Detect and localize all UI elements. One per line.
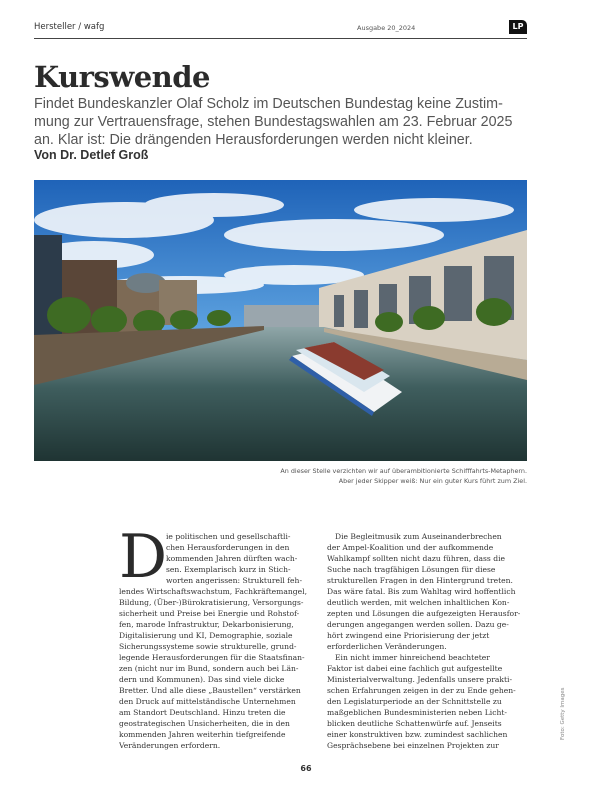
body-line: kommenden Jahren weiterhin tiefgreifende [119,730,286,739]
body-line: derungen angegangen werden sollen. Dazu ge- [327,620,509,629]
body-line: maßgeblichen Bundesministerien neben Licht- [327,708,507,717]
body-line: deutlich werden, mit welchen inhaltlichen Kon- [327,598,510,607]
body-line: der Ampel-Koalition und der aufkommende [327,543,494,552]
body-column-1 [119,531,332,751]
article-title: Kurswende [34,60,210,94]
body-line: zen (nicht nur im Bund, sondern auch bei Län- [119,664,299,673]
page-number: 66 [300,764,312,773]
magazine-logo: LP [509,20,527,34]
body-line: Suche nach tragfähigen Lösungen für diese [327,565,496,574]
body-line: Gesprächsebene bei einzelnen Projekten zur [327,741,499,750]
page-header [34,20,527,39]
article-byline: Von Dr. Detlef Groß [34,148,149,162]
body-line: blicken deutliche Schattenwürfe auf. Jenseits [327,719,502,728]
body-line: Die Begleitmusik zum Auseinanderbrechen [335,532,502,541]
body-line: sen. Exemplarisch kurz in Stich- [166,565,291,574]
body-line: sicherheit und Preise bei Energie und Rohstof- [119,609,300,618]
body-line: erforderlichen Veränderungen. [327,642,447,651]
photo-credit: Foto: Getty Images [560,687,566,740]
body-line: dern und Kommunen). Das sind viele dicke [119,675,285,684]
body-line: Das wäre fatal. Bis zum Wahltag wird hoffentlich [327,587,516,596]
body-line: worten angerissen: Strukturell feh- [166,576,303,585]
body-line: Faktor ist dabei eine fachlich gut aufgestellte [327,664,503,673]
article-photo [34,180,527,461]
body-line: zepten und Lösungen die aufgezeigten Herausfor- [327,609,521,618]
body-line: Bretter. Und alle diese „Baustellen“ verstärken [119,686,301,695]
lead-line: mung zur Vertrauensfrage, stehen Bundestagswahlen am 23. Februar 2025 [34,114,513,130]
issue-label: Ausgabe 20_2024 [357,24,416,32]
body-line: Ministerialverwaltung. Jedenfalls unsere prakti- [327,675,513,684]
body-line: am Standort Deutschland. Hinzu treten die [119,708,286,717]
body-line: legende Herausforderungen für die Staatsfinan- [119,653,305,662]
body-line: Ein nicht immer hinreichend beachteter [335,653,490,662]
body-line: chen Herausforderungen in den [166,543,290,552]
body-line: lendes Wirtschaftswachstum, Fachkräftemangel, [119,587,307,596]
caption-line: Aber jeder Skipper weiß: Nur ein guter Kurs führt zum Ziel. [338,477,527,485]
body-line: ie politischen und gesellschaftli- [166,532,291,541]
body-line: den Druck auf mittelständische Unternehmen [119,697,296,706]
body-line: hört zwingend eine Priorisierung der jetzt [327,631,490,640]
body-line: Veränderungen erfordern. [119,741,221,750]
spree-river-photo-illustration [34,180,527,461]
body-line: kommenden Jahren dürften wach- [166,554,298,563]
body-line: strukturellen Fragen in den Hintergrund treten. [327,576,513,585]
body-line: fen, marode Infrastruktur, Dekarbonisierung, [119,620,294,629]
section-rubric: Hersteller / wafg [34,22,105,32]
photo-caption [200,466,527,486]
lead-line: an. Klar ist: Die drängenden Herausforderungen werden nicht kleiner. [34,132,473,148]
body-line: den Legislaturperiode an der Schnittstelle zu [327,697,502,706]
body-line: einer konstruktiven bzw. zumindest sachlichen [327,730,508,739]
body-line: schen Erfahrungen zeigen in der zu Ende gehen- [327,686,516,695]
body-line: Sicherungssysteme sowie strukturelle, grund- [119,642,297,651]
body-line: Bildung, (Über-)Bürokratisierung, Versorgungs- [119,598,304,607]
article-lead [34,95,534,149]
body-line: Digitalisierung und KI, Demographie, soziale [119,631,293,640]
drop-cap: D [119,522,168,592]
body-line: Wahlkampf sollten nicht dazu führen, dass die [327,554,506,563]
lead-line: Findet Bundeskanzler Olaf Scholz im Deutschen Bundestag keine Zustim- [34,96,503,112]
body-column-2 [327,531,540,751]
caption-line: An dieser Stelle verzichten wir auf überambitionierte Schifffahrts-Metaphern. [280,467,527,475]
body-line: geostrategischen Unsicherheiten, die in den [119,719,290,728]
